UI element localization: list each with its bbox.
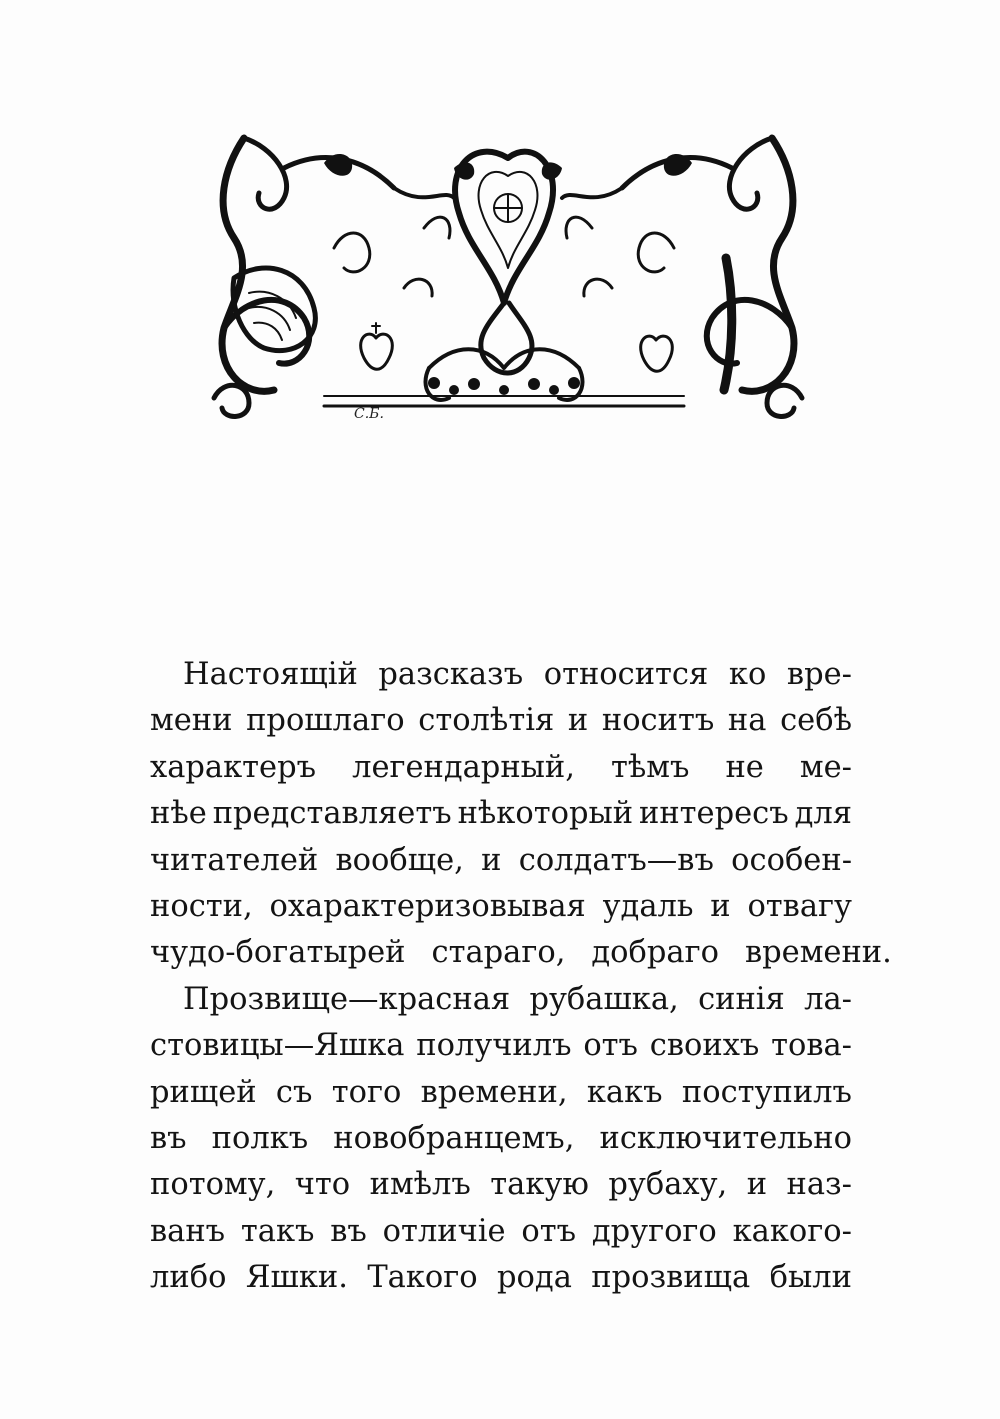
word: либо xyxy=(150,1260,227,1296)
word: новобранцемъ, xyxy=(333,1120,575,1156)
word: стараго, xyxy=(431,935,566,971)
word: рищей xyxy=(150,1074,257,1110)
word: добраго xyxy=(591,935,719,971)
word: потому, xyxy=(150,1167,276,1203)
word: отвагу xyxy=(747,888,852,924)
headpiece-ornament-drawing xyxy=(204,128,812,428)
word: ванъ xyxy=(150,1213,226,1249)
word: получилъ xyxy=(416,1028,572,1064)
text-line xyxy=(150,1023,852,1069)
word: своихъ xyxy=(649,1028,760,1064)
word: читателей xyxy=(150,842,319,878)
word: въ xyxy=(150,1120,187,1156)
word: Яшки. xyxy=(245,1260,348,1296)
word: имѣлъ xyxy=(369,1167,471,1203)
word: вре- xyxy=(786,657,852,692)
word: това- xyxy=(771,1028,852,1064)
word: легендарный, xyxy=(352,749,575,785)
word: мени xyxy=(150,703,233,739)
word: съ xyxy=(275,1074,313,1110)
word: отъ xyxy=(583,1028,638,1064)
text-line xyxy=(150,791,852,837)
word: отличіе xyxy=(382,1213,506,1249)
word: времени. xyxy=(744,935,892,971)
word: какъ xyxy=(586,1074,663,1110)
word: такую xyxy=(490,1167,589,1203)
word: стовицы—Яшка xyxy=(150,1028,405,1064)
word: Такого xyxy=(367,1260,478,1296)
word: такъ xyxy=(240,1213,315,1249)
text-line xyxy=(150,652,852,698)
word: и xyxy=(746,1167,768,1203)
text-line xyxy=(150,930,892,976)
ornament-monogram: С.Б. xyxy=(354,406,384,422)
text-line xyxy=(150,698,852,744)
word: вообще, xyxy=(335,842,464,878)
word: полкъ xyxy=(211,1120,309,1156)
word: удаль xyxy=(602,888,694,924)
word: ко xyxy=(728,657,767,692)
word: ме- xyxy=(799,749,852,785)
text-line xyxy=(150,838,852,884)
word: въ xyxy=(330,1213,367,1249)
word: прозвища xyxy=(591,1260,751,1296)
word: на xyxy=(727,703,767,739)
word: интересъ xyxy=(639,796,789,832)
main-text xyxy=(150,652,892,1301)
word: не xyxy=(725,749,764,785)
word: прошлаго xyxy=(246,703,405,739)
word: Настоящій xyxy=(183,657,358,692)
text-line xyxy=(150,745,852,791)
word: ности, xyxy=(150,888,253,924)
word: поступилъ xyxy=(681,1074,852,1110)
ornamental-headpiece xyxy=(204,128,812,428)
word: представляетъ xyxy=(212,796,452,832)
word: исключительно xyxy=(599,1120,852,1156)
text-line xyxy=(150,1209,852,1255)
text-line xyxy=(150,1255,852,1301)
word: какого- xyxy=(732,1213,852,1249)
text-line xyxy=(150,1116,852,1162)
word: рода xyxy=(497,1260,572,1296)
word: для xyxy=(794,796,852,832)
word: того xyxy=(331,1074,402,1110)
word: носитъ xyxy=(601,703,715,739)
word: рубаху, xyxy=(608,1167,728,1203)
word: времени, xyxy=(420,1074,568,1110)
word: Прозвище—красная xyxy=(183,981,511,1017)
word: столѣтія xyxy=(418,703,555,739)
word: разсказъ xyxy=(378,657,524,692)
word: наз- xyxy=(786,1167,852,1203)
word: нѣкоторый xyxy=(457,796,634,832)
word: себѣ xyxy=(780,703,852,739)
word: охарактеризовывая xyxy=(269,888,586,924)
word: тѣмъ xyxy=(611,749,690,785)
word: что xyxy=(294,1167,351,1203)
text-line xyxy=(150,1070,852,1116)
word: чудо-богатырей xyxy=(150,935,406,971)
word: были xyxy=(769,1260,852,1296)
word: отъ xyxy=(521,1213,577,1249)
word: и xyxy=(710,888,731,924)
word: рубашка, xyxy=(529,981,679,1017)
word: синія xyxy=(698,981,785,1017)
word: особен- xyxy=(731,842,852,878)
word: нѣе xyxy=(150,796,207,832)
word: ла- xyxy=(804,981,852,1017)
word: другого xyxy=(591,1213,717,1249)
word: и xyxy=(567,703,589,739)
text-line xyxy=(150,884,852,930)
word: и xyxy=(481,842,502,878)
word: солдатъ—въ xyxy=(518,842,714,878)
text-line xyxy=(150,1162,852,1208)
text-line xyxy=(150,977,852,1023)
word: относится xyxy=(543,657,709,692)
word: характеръ xyxy=(150,749,317,785)
